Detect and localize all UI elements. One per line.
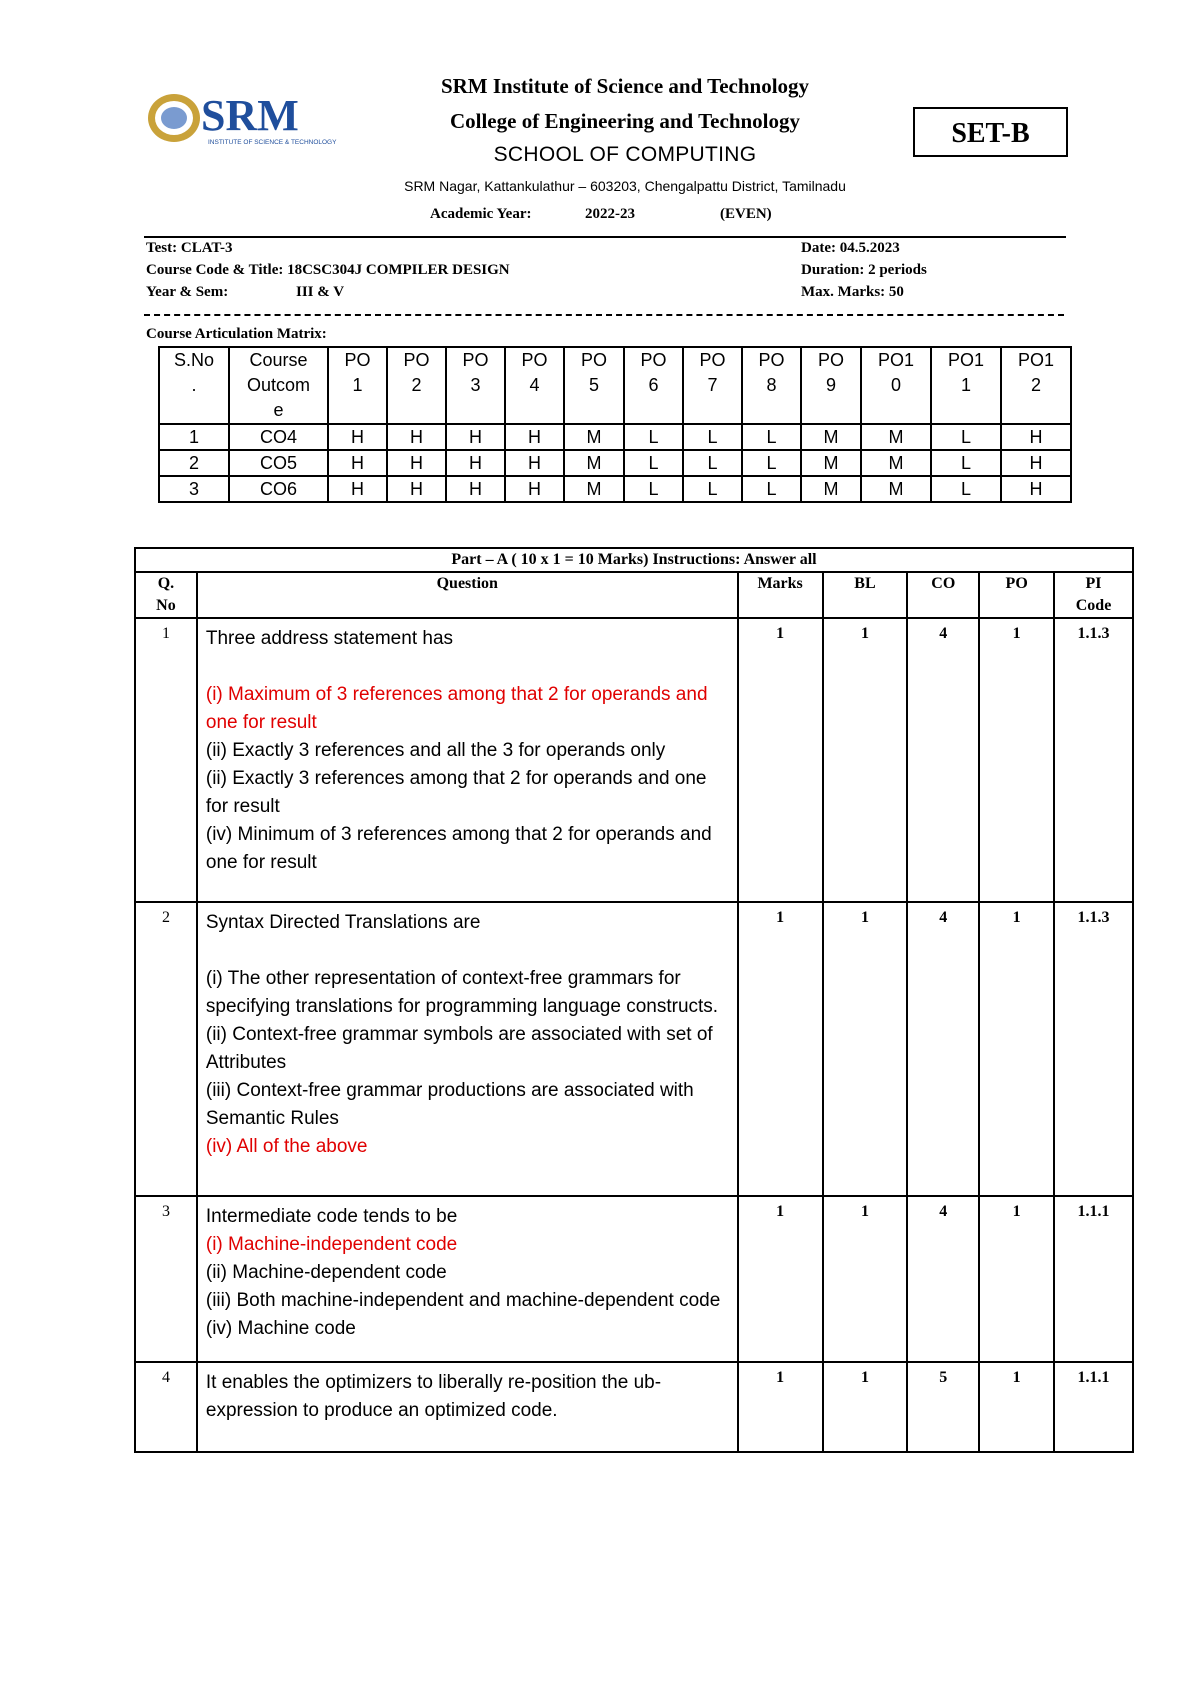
school-name: SCHOOL OF COMPUTING [493, 143, 757, 166]
question-number: 1 [135, 618, 197, 902]
articulation-cell: L [742, 450, 801, 476]
question-text [197, 1196, 738, 1362]
articulation-cell: H [328, 450, 387, 476]
address: SRM Nagar, Kattankulathur – 603203, Chengalpattu District, Tamilnadu [404, 178, 846, 194]
articulation-header-text: PO1 [877, 350, 915, 370]
col-qno-line2: No [156, 597, 176, 614]
question-text [197, 618, 738, 902]
articulation-header-text: PO [521, 350, 548, 370]
question-stem: Intermediate code tends to be [205, 1206, 458, 1227]
articulation-cell: L [683, 424, 742, 450]
articulation-header-cell [683, 347, 742, 424]
question-number: 2 [135, 902, 197, 1196]
articulation-cell: 3 [159, 476, 229, 502]
srm-logo [146, 88, 356, 154]
option: (ii) Context-free grammar symbols are associated with set of Attributes [205, 1024, 713, 1073]
articulation-cell: L [683, 450, 742, 476]
option: (i) The other representation of context-free grammars for specifying translations for programming language constructs. [205, 968, 719, 1017]
articulation-header-text: Course [249, 350, 308, 370]
question-co: 4 [907, 1196, 979, 1362]
question-stem: Syntax Directed Translations are [205, 912, 481, 933]
articulation-header-cell [387, 347, 446, 424]
articulation-header-text: e [273, 400, 284, 420]
set-badge: SET-B [913, 107, 1068, 157]
articulation-header-cell [229, 347, 328, 424]
articulation-cell: CO5 [229, 450, 328, 476]
question-marks: 1 [738, 1362, 823, 1452]
col-co: CO [907, 572, 979, 618]
articulation-cell: H [387, 476, 446, 502]
articulation-cell: L [931, 424, 1001, 450]
col-qno-line1: Q. [157, 575, 175, 592]
question-row [135, 618, 1133, 902]
articulation-header-text: 2 [1030, 375, 1041, 395]
articulation-header-text: 0 [890, 375, 901, 395]
articulation-header-text: PO [640, 350, 667, 370]
articulation-cell: M [861, 424, 931, 450]
articulation-header-text: PO [462, 350, 489, 370]
max-marks: Max. Marks: 50 [801, 284, 904, 300]
articulation-header-cell [159, 347, 229, 424]
col-pi [1054, 572, 1133, 618]
option: (iii) Context-free grammar productions are associated with Semantic Rules [205, 1080, 694, 1129]
test-date: Date: 04.5.2023 [801, 240, 900, 256]
articulation-cell: 1 [159, 424, 229, 450]
question-number: 4 [135, 1362, 197, 1452]
articulation-cell: H [446, 424, 505, 450]
question-po: 1 [979, 902, 1054, 1196]
articulation-cell: H [387, 450, 446, 476]
articulation-header-text: 2 [411, 375, 422, 395]
question-marks: 1 [738, 902, 823, 1196]
year-sem-value: III & V [296, 284, 345, 300]
test-duration: Duration: 2 periods [801, 262, 927, 278]
institute-name: SRM Institute of Science and Technology [440, 74, 810, 98]
question-co: 5 [907, 1362, 979, 1452]
question-text [197, 1362, 738, 1452]
question-text [197, 902, 738, 1196]
articulation-cell: M [564, 476, 624, 502]
course-title: Course Code & Title: 18CSC304J COMPILER DESIGN [146, 262, 510, 278]
question-pi: 1.1.3 [1054, 902, 1133, 1196]
option: (ii) Exactly 3 references among that 2 for operands and one for result [205, 768, 707, 817]
col-qno [135, 572, 197, 618]
academic-year-line [430, 206, 772, 223]
question-pi: 1.1.1 [1054, 1362, 1133, 1452]
question-stem: Three address statement has [205, 628, 454, 649]
correct-option: (i) Maximum of 3 references among that 2 for operands and one for result [205, 684, 708, 733]
articulation-header-text: 6 [648, 375, 659, 395]
articulation-header-text: 1 [960, 375, 971, 395]
articulation-header-text: Outcom [246, 375, 311, 395]
articulation-cell: L [624, 450, 683, 476]
articulation-header-cell [931, 347, 1001, 424]
articulation-header-text: PO [758, 350, 785, 370]
articulation-cell: M [564, 424, 624, 450]
articulation-header-text: PO1 [1017, 350, 1055, 370]
articulation-header-text: 1 [352, 375, 363, 395]
articulation-cell: M [801, 424, 861, 450]
articulation-cell: L [742, 424, 801, 450]
articulation-cell: H [328, 424, 387, 450]
articulation-row [159, 476, 1071, 502]
articulation-header-text: PO1 [947, 350, 985, 370]
articulation-matrix [158, 346, 1072, 503]
articulation-header-cell [328, 347, 387, 424]
articulation-header-cell [505, 347, 564, 424]
articulation-header-text: . [191, 375, 197, 395]
articulation-label: Course Articulation Matrix: [146, 326, 327, 342]
articulation-header-cell [861, 347, 931, 424]
correct-option: (iv) All of the above [205, 1136, 368, 1157]
articulation-cell: H [328, 476, 387, 502]
question-bl: 1 [823, 1196, 908, 1362]
articulation-header-cell [801, 347, 861, 424]
articulation-cell: H [1001, 424, 1071, 450]
articulation-header-cell [564, 347, 624, 424]
col-pi-line2: Code [1075, 597, 1112, 614]
articulation-cell: H [505, 476, 564, 502]
question-marks: 1 [738, 1196, 823, 1362]
question-number: 3 [135, 1196, 197, 1362]
question-row [135, 902, 1133, 1196]
logo-text: SRM [201, 91, 299, 140]
articulation-header-text: 8 [766, 375, 777, 395]
articulation-cell: CO6 [229, 476, 328, 502]
part-a-table [134, 547, 1134, 1453]
question-row [135, 1362, 1133, 1452]
articulation-header-text: 9 [825, 375, 836, 395]
articulation-cell: M [861, 450, 931, 476]
correct-option: (i) Machine-independent code [205, 1234, 458, 1255]
articulation-cell: H [446, 450, 505, 476]
col-marks: Marks [738, 572, 823, 618]
question-marks: 1 [738, 618, 823, 902]
col-bl: BL [823, 572, 908, 618]
academic-year-label: Academic Year: [430, 206, 532, 222]
articulation-cell: H [446, 476, 505, 502]
articulation-cell: H [505, 450, 564, 476]
question-po: 1 [979, 1196, 1054, 1362]
option: (iv) Minimum of 3 references among that 2 for operands and one for result [205, 824, 712, 873]
college-name: College of Engineering and Technology [449, 109, 801, 133]
articulation-header-text: PO [403, 350, 430, 370]
articulation-cell: CO4 [229, 424, 328, 450]
logo-subtext: INSTITUTE OF SCIENCE & TECHNOLOGY [208, 139, 337, 146]
question-po: 1 [979, 1362, 1054, 1452]
header-divider [144, 236, 1066, 238]
articulation-cell: L [742, 476, 801, 502]
option: (ii) Machine-dependent code [205, 1262, 447, 1283]
articulation-header-text: PO [699, 350, 726, 370]
test-name: Test: CLAT-3 [146, 240, 233, 256]
articulation-header-text: 3 [470, 375, 481, 395]
articulation-row [159, 424, 1071, 450]
question-bl: 1 [823, 618, 908, 902]
question-bl: 1 [823, 1362, 908, 1452]
articulation-cell: H [1001, 476, 1071, 502]
academic-year-value: 2022-23 [585, 206, 635, 222]
articulation-cell: M [801, 476, 861, 502]
articulation-cell: L [931, 476, 1001, 502]
articulation-header-text: PO [817, 350, 844, 370]
articulation-cell: L [683, 476, 742, 502]
articulation-cell: M [861, 476, 931, 502]
articulation-header-text: 4 [529, 375, 540, 395]
part-a-title: Part – A ( 10 x 1 = 10 Marks) Instructions: Answer all [135, 548, 1133, 572]
articulation-header-text: PO [580, 350, 607, 370]
articulation-cell: 2 [159, 450, 229, 476]
articulation-header-row [159, 347, 1071, 424]
articulation-cell: H [505, 424, 564, 450]
question-po: 1 [979, 618, 1054, 902]
question-pi: 1.1.3 [1054, 618, 1133, 902]
articulation-header-cell [742, 347, 801, 424]
articulation-cell: M [564, 450, 624, 476]
col-question: Question [197, 572, 738, 618]
question-pi: 1.1.1 [1054, 1196, 1133, 1362]
question-stem: It enables the optimizers to liberally re-position the ub-expression to produce an optimized code. [205, 1372, 662, 1421]
articulation-cell: M [801, 450, 861, 476]
articulation-cell: L [624, 424, 683, 450]
col-pi-line1: PI [1085, 575, 1102, 592]
option: (iv) Machine code [205, 1318, 356, 1339]
articulation-cell: H [1001, 450, 1071, 476]
articulation-header-text: 5 [588, 375, 599, 395]
semester-type: (EVEN) [720, 206, 772, 222]
year-sem-label: Year & Sem: [146, 284, 229, 300]
option: (iii) Both machine-independent and machine-dependent code [205, 1290, 721, 1311]
option: (ii) Exactly 3 references and all the 3 for operands only [205, 740, 666, 761]
articulation-header-text: PO [344, 350, 371, 370]
articulation-header-cell [1001, 347, 1071, 424]
question-co: 4 [907, 618, 979, 902]
articulation-header-cell [624, 347, 683, 424]
articulation-cell: L [931, 450, 1001, 476]
question-row [135, 1196, 1133, 1362]
question-co: 4 [907, 902, 979, 1196]
articulation-header-text: 7 [707, 375, 718, 395]
articulation-cell: L [624, 476, 683, 502]
col-po: PO [979, 572, 1054, 618]
articulation-header-cell [446, 347, 505, 424]
dashed-divider [144, 314, 1064, 316]
articulation-cell: H [387, 424, 446, 450]
question-bl: 1 [823, 902, 908, 1196]
articulation-header-text: S.No [173, 350, 215, 370]
part-a-header-row [135, 572, 1133, 618]
articulation-row [159, 450, 1071, 476]
